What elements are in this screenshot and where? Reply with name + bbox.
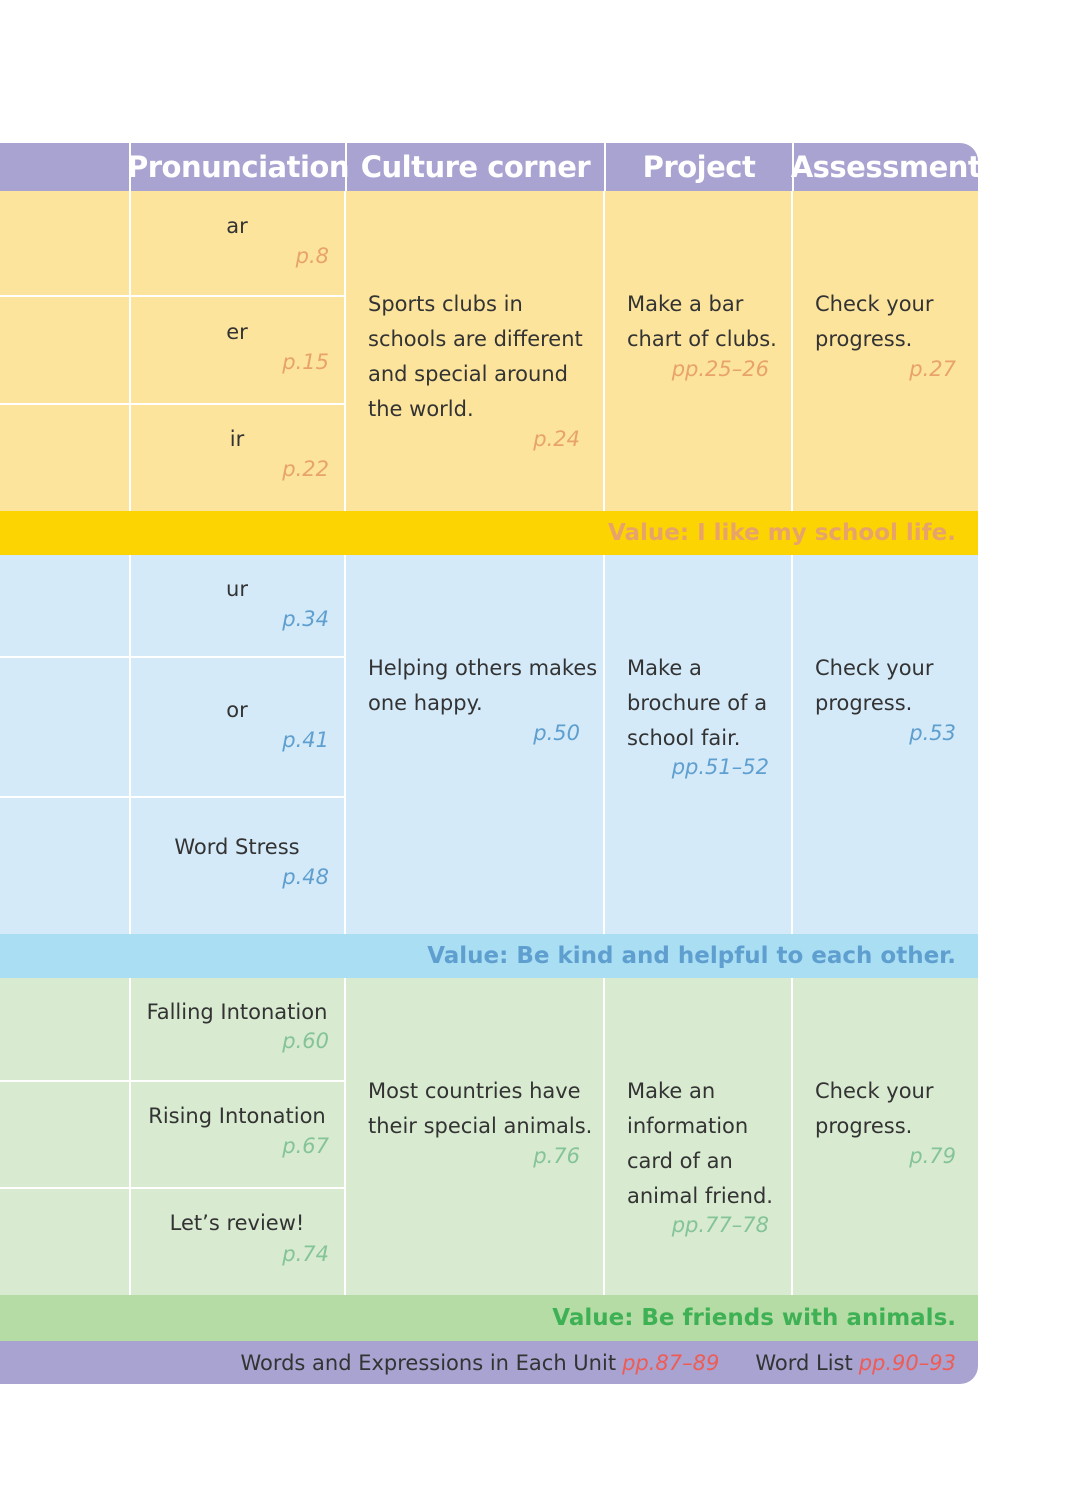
header-pronunciation: Pronunciation bbox=[129, 143, 345, 191]
page-ref: p.53 bbox=[909, 721, 956, 745]
text-line: Make an bbox=[627, 1079, 716, 1103]
page-ref: p.74 bbox=[282, 1242, 329, 1266]
value-banner: Value: Be friends with animals. bbox=[0, 1295, 978, 1341]
text-line: Check your bbox=[815, 1079, 934, 1103]
page-ref: p.8 bbox=[295, 244, 329, 268]
text-line: Make a bbox=[627, 656, 702, 680]
text-line: Sports clubs in bbox=[368, 292, 523, 316]
header-culture-corner: Culture corner bbox=[345, 143, 604, 191]
text-line: chart of clubs. bbox=[627, 327, 777, 351]
page-ref: p.41 bbox=[282, 728, 329, 752]
culture-text bbox=[368, 287, 598, 427]
pronunciation-item: Falling Intonation bbox=[146, 1000, 328, 1024]
text-line: schools are different bbox=[368, 327, 583, 351]
divider bbox=[791, 978, 793, 1295]
pronunciation-item: Word Stress bbox=[174, 835, 300, 859]
value-banner: Value: Be kind and helpful to each other. bbox=[0, 934, 978, 978]
divider bbox=[603, 978, 605, 1295]
assessment-text bbox=[815, 287, 975, 357]
text-line: progress. bbox=[815, 327, 913, 351]
page-ref: p.27 bbox=[909, 357, 956, 381]
text-line: Helping others makes bbox=[368, 656, 598, 680]
text-line: Check your bbox=[815, 292, 934, 316]
value-banner: Value: I like my school life. bbox=[0, 511, 978, 555]
divider bbox=[0, 295, 345, 297]
text-line: animal friend. bbox=[627, 1184, 773, 1208]
pronunciation-item: er bbox=[226, 320, 248, 344]
page-ref: p.60 bbox=[282, 1029, 329, 1053]
pronunciation-item: or bbox=[226, 698, 248, 722]
divider bbox=[603, 555, 605, 934]
page-ref: p.15 bbox=[282, 350, 329, 374]
text-line: Check your bbox=[815, 656, 934, 680]
text-line: school fair. bbox=[627, 726, 741, 750]
pronunciation-item: Rising Intonation bbox=[148, 1104, 326, 1128]
project-text bbox=[627, 287, 787, 357]
page-ref: p.76 bbox=[533, 1144, 580, 1168]
pronunciation-item: Let’s review! bbox=[169, 1211, 305, 1235]
project-text bbox=[627, 651, 787, 756]
text-line: Make a bar bbox=[627, 292, 744, 316]
text-line: brochure of a bbox=[627, 691, 768, 715]
assessment-text bbox=[815, 1074, 975, 1144]
text-line: information bbox=[627, 1114, 749, 1138]
divider bbox=[791, 191, 793, 511]
page-ref: pp.77–78 bbox=[671, 1213, 769, 1237]
page-ref: p.48 bbox=[282, 865, 329, 889]
culture-text bbox=[368, 1074, 600, 1144]
page-ref: pp.51–52 bbox=[671, 755, 769, 779]
header-project: Project bbox=[604, 143, 792, 191]
divider bbox=[0, 796, 345, 798]
divider bbox=[603, 191, 605, 511]
word-list-label: Word List bbox=[755, 1350, 853, 1375]
divider bbox=[0, 403, 345, 405]
word-list-pages: pp.90–93 bbox=[858, 1350, 956, 1375]
text-line: progress. bbox=[815, 1114, 913, 1138]
text-line: and special around bbox=[368, 362, 568, 386]
text-line: progress. bbox=[815, 691, 913, 715]
words-expressions-label: Words and Expressions in Each Unit bbox=[240, 1350, 617, 1375]
words-expressions-pages: pp.87–89 bbox=[622, 1350, 720, 1375]
footer-content bbox=[0, 1341, 956, 1384]
text-line: Most countries have bbox=[368, 1079, 581, 1103]
text-line: their special animals. bbox=[368, 1114, 593, 1138]
page-ref: pp.25–26 bbox=[671, 357, 769, 381]
text-line: the world. bbox=[368, 397, 474, 421]
divider bbox=[0, 1187, 345, 1189]
page-ref: p.34 bbox=[282, 607, 329, 631]
project-text bbox=[627, 1074, 787, 1214]
divider bbox=[0, 1080, 345, 1082]
page-ref: p.79 bbox=[909, 1144, 956, 1168]
page-ref: p.67 bbox=[282, 1134, 329, 1158]
divider bbox=[0, 656, 345, 658]
page-ref: p.22 bbox=[282, 457, 329, 481]
header-assessment: Assessment bbox=[792, 143, 978, 191]
pronunciation-item: ur bbox=[226, 577, 248, 601]
page-ref: p.50 bbox=[533, 721, 580, 745]
pronunciation-item: ir bbox=[229, 427, 245, 451]
assessment-text bbox=[815, 651, 975, 721]
page-ref: p.24 bbox=[533, 427, 580, 451]
culture-text bbox=[368, 651, 598, 721]
text-line: card of an bbox=[627, 1149, 733, 1173]
pronunciation-item: ar bbox=[226, 214, 248, 238]
text-line: one happy. bbox=[368, 691, 483, 715]
